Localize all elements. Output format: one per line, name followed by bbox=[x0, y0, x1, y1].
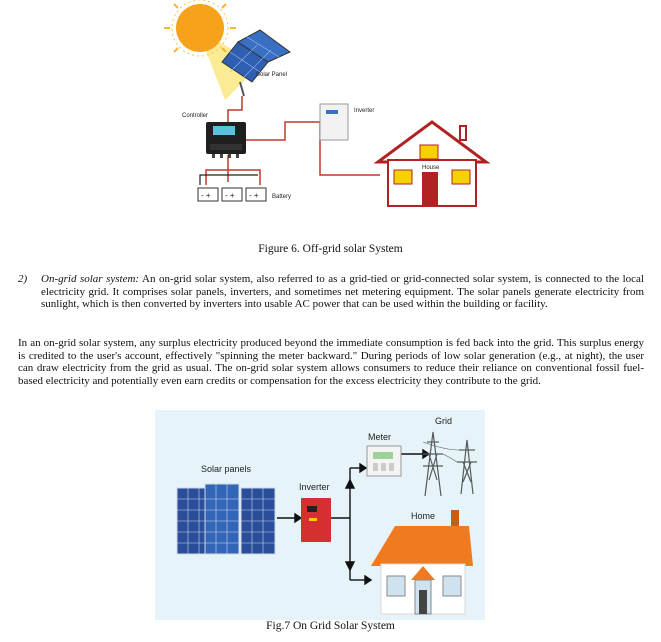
solar-panels-icon bbox=[177, 484, 275, 554]
house-label: House bbox=[422, 165, 440, 171]
list-item-text: An on-grid solar system, also referred to as a grid-tied or grid-connected solar system, is connected to the local electricity grid. It comprises solar panels, inverters, and sometimes net metering equipment. The solar panels generate electricity from sunlight, which is then converted by inverters into usable AC power that can be used within the building or facility. bbox=[41, 273, 644, 311]
svg-text:- +: - + bbox=[249, 191, 259, 200]
figure-off-grid-diagram bbox=[160, 0, 500, 215]
svg-text:- +: - + bbox=[225, 191, 235, 200]
battery-label: Battery bbox=[272, 194, 292, 200]
list-item-on-grid bbox=[18, 273, 644, 311]
inverter-label: Inverter bbox=[299, 482, 330, 492]
home-label: Home bbox=[411, 511, 436, 521]
svg-text:- +: - + bbox=[201, 191, 211, 200]
solar-panels-label: Solar panels bbox=[201, 464, 252, 474]
grid-label: Grid bbox=[435, 416, 453, 426]
body-paragraph: In an on-grid solar system, any surplus electricity produced beyond the immediate consumption is fed back into the grid. This surplus energy is credited to the user's account, effectively "spinning the meter backward." During periods of low solar generation (e.g., at night), the user can draw electricity from the grid as usual. The on-grid solar system allows consumers to reduce their reliance on conventional fossil fuel-based electricity and potentially even earn credits or compensation for the excess electricity they contribute to the grid. bbox=[18, 337, 644, 387]
charge-controller-icon bbox=[206, 122, 246, 158]
figure-on-grid-diagram bbox=[155, 410, 485, 620]
solar-panel-label: Solar Panel bbox=[256, 72, 288, 78]
figure-7-caption: Fig.7 On Grid Solar System bbox=[266, 620, 395, 632]
battery-icon bbox=[198, 188, 266, 201]
inverter-label: Inverter bbox=[354, 108, 375, 114]
list-item-lead: On-grid solar system: bbox=[41, 273, 140, 285]
meter-label: Meter bbox=[368, 432, 392, 442]
figure-6-caption: Figure 6. Off-grid solar System bbox=[258, 243, 403, 255]
house-icon bbox=[378, 122, 486, 206]
meter-icon bbox=[367, 446, 401, 476]
inverter-icon bbox=[301, 498, 331, 542]
list-item-number: 2) bbox=[18, 273, 28, 285]
inverter-icon bbox=[320, 104, 348, 140]
controller-label: Controller bbox=[182, 113, 209, 119]
